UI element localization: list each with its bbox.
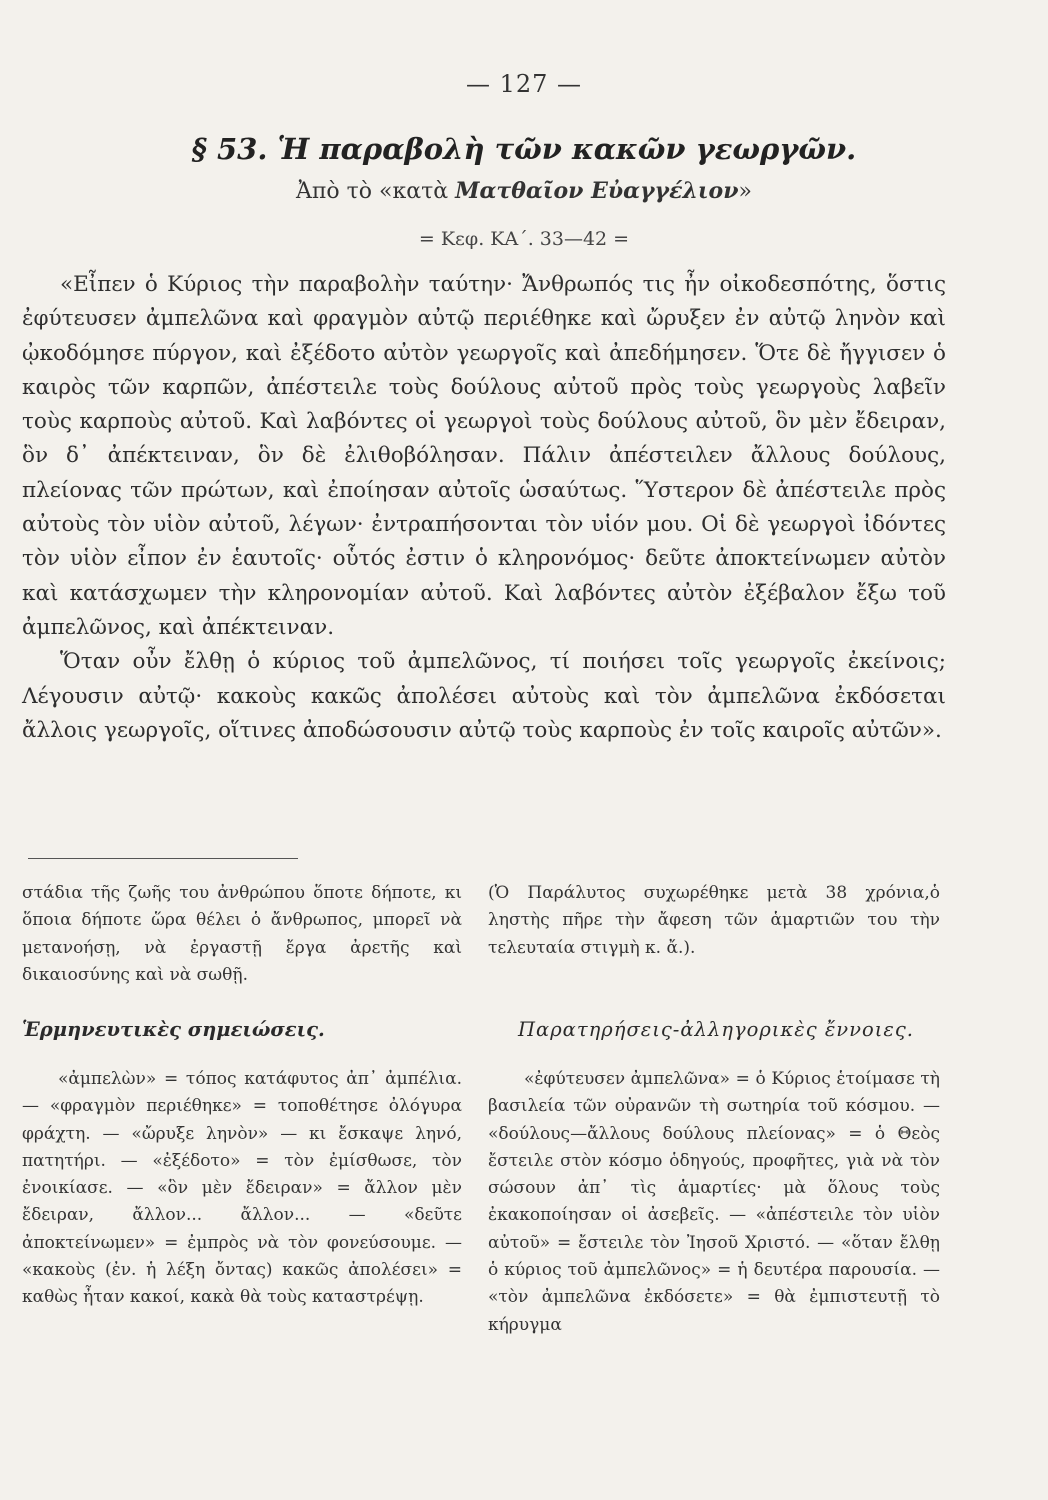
footnote-left-text: στάδια τῆς ζωῆς του ἀνθρώπου ὅποτε δήποτε, κι ὅποια δήποτε ὥρα θέλει ὁ ἄνθρωπος, μπορεῖ νὰ μετανοήσῃ, νὰ ἐργαστῇ ἔργα ἀρετῆς καὶ δικαιοσύνης καὶ νὰ σωθῇ. <box>22 883 462 985</box>
footnote-left <box>22 880 462 989</box>
footnote-right-text: (Ὁ Παράλυτος συχωρέθηκε μετὰ 38 χρόνια,ὁ ληστὴς πῆρε τὴν ἄφεση τῶν ἁμαρτιῶν του τὴν τελευταία στιγμὴ κ. ἄ.). <box>488 883 940 958</box>
allegorical-notes <box>488 1066 940 1339</box>
main-paragraph: «Εἶπεν ὁ Κύριος τὴν παραβολὴν ταύτην· Ἄνθρωπός τις ἦν οἰκοδεσπότης, ὅστις ἐφύτευσεν ἀμπελῶνα καὶ φραγμὸν αὐτῷ περιέθηκε καὶ ὤρυξεν ἐν αὐτῷ ληνὸν καὶ ᾠκοδόμησε πύργον, καὶ ἐξέδοτο αὐτὸν γεωργοῖς καὶ ἀπεδήμησεν. Ὅτε δὲ ἤγγισεν ὁ καιρὸς τῶν καρπῶν, ἀπέστειλε τοὺς δούλους αὐτοῦ πρὸς τοὺς γεωργοὺς λαβεῖν τοὺς καρποὺς αὐτοῦ. Καὶ λαβόντες οἱ γεωργοὶ τοὺς δούλους αὐτοῦ, ὃν μὲν ἔδειραν, ὃν δ᾽ ἀπέκτειναν, ὃν δὲ ἐλιθοβόλησαν. Πάλιν ἀπέστειλεν ἄλλους δούλους, πλείονας τῶν πρώτων, καὶ ἐποίησαν αὐτοῖς ὡσαύτως. Ὕστερον δὲ ἀπέστειλε πρὸς αὐτοὺς τὸν υἱὸν αὐτοῦ, λέγων· ἐντραπήσονται τὸν υἱόν μου. Οἱ δὲ γεωργοὶ ἰδόντες τὸν υἱὸν εἶπον ἐν ἑαυτοῖς· οὗτός ἐστιν ὁ κληρονόμος· δεῦτε ἀποκτείνωμεν αὐτὸν καὶ κατάσχωμεν τὴν κληρονομίαν αὐτοῦ. Καὶ λαβόντες αὐτὸν ἐξέβαλον ἔξω τοῦ ἀμπελῶνος, καὶ ἀπέκτειναν. <box>22 272 946 640</box>
source-gospel: Ματθαῖον Εὐαγγέλιον <box>455 178 739 204</box>
chapter-reference: = Κεφ. ΚΑ΄. 33—42 = <box>418 228 630 250</box>
interpretive-notes-text: «ἀμπελὼν» = τόπος κατάφυτος ἀπ᾽ ἀμπέλια. — «φραγμὸν περιέθηκε» = τοποθέτησε ὀλόγυρα φράχτη. — «ὤρυξε ληνὸν» — κι ἔσκαψε ληνό, πατητήρι. — «ἐξέδοτο» = τὸν ἐμίσθωσε, τὸν ἐνοικίασε. — «ὃν μὲν ἔδειραν» = ἄλλον μὲν ἔδειραν, ἄλλον... ἄλλον... — «δεῦτε ἀποκτείνωμεν» = ἐμπρὸς νὰ τὸν φονεύσουμε. — «κακοὺς (ἐν. ἡ λέξη ὄντας) κακῶς ἀπολέσει» = καθὼς ἦταν κακοί, κακὰ θὰ τοὺς καταστρέψῃ. <box>22 1069 462 1308</box>
page-number: — 127 — <box>465 70 583 98</box>
source-prefix: Ἀπὸ τὸ «κατὰ <box>296 179 456 204</box>
source-suffix: » <box>738 179 752 204</box>
main-text <box>22 268 946 748</box>
footnote-right <box>488 880 940 962</box>
notes-heading-right: Παρατηρήσεις-ἀλληγορικὲς ἔννοιες. <box>518 1018 914 1041</box>
interpretive-notes <box>22 1066 462 1312</box>
allegorical-notes-text: «ἐφύτευσεν ἀμπελῶνα» = ὁ Κύριος ἑτοίμασε τὴ βασιλεία τῶν οὐρανῶν τὴ σωτηρία τοῦ κόσμου. — «δούλους—ἄλλους δούλους πλείονας» = ὁ Θεὸς ἔστειλε στὸν κόσμο ὁδηγούς, προφῆτες, γιὰ νὰ τὸν σώσουν ἀπ᾽ τὶς ἁμαρτίες· μὰ ὅλους τοὺς ἐκακοποίησαν οἱ ἀσεβεῖς. — «ἀπέστειλε τὸν υἱὸν αὐτοῦ» = ἔστειλε τὸν Ἰησοῦ Χριστό. — «ὅταν ἔλθῃ ὁ κύριος τοῦ ἀμπελῶνος» = ἡ δευτέρα παρουσία. — «τὸν ἀμπελῶνα ἐκδόσετε» = θὰ ἐμπιστευτῇ τὸ κήρυγμα <box>488 1069 940 1335</box>
source-line <box>0 178 1048 204</box>
footnote-divider <box>28 858 298 859</box>
main-paragraph: Ὅταν οὖν ἔλθῃ ὁ κύριος τοῦ ἀμπελῶνος, τί ποιήσει τοῖς γεωργοῖς ἐκείνοις; Λέγουσιν αὐτῷ· κακοὺς κακῶς ἀπολέσει αὐτοὺς καὶ τὸν ἀμπελῶνα ἐκδόσεται ἄλλοις γεωργοῖς, οἵτινες ἀποδώσουσιν αὐτῷ τοὺς καρποὺς ἐν τοῖς καιροῖς αὐτῶν». <box>22 649 946 743</box>
section-title: § 53. Ἡ παραβολὴ τῶν κακῶν γεωργῶν. <box>191 132 857 166</box>
notes-heading-left: Ἑρμηνευτικὲς σημειώσεις. <box>22 1018 325 1041</box>
